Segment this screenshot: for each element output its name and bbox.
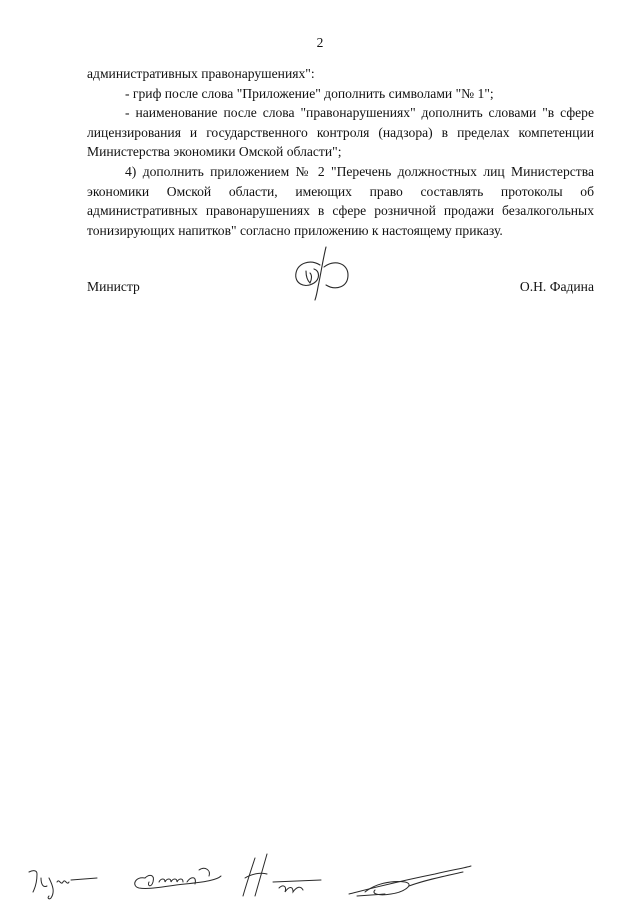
minister-signature bbox=[290, 243, 352, 301]
approval-signature-4 bbox=[345, 860, 475, 900]
paragraph-continuation: административных правонарушениях": bbox=[87, 66, 315, 81]
approval-signature-2 bbox=[125, 856, 225, 896]
paragraph-stamp-amendment: - гриф после слова "Приложение" дополнить символами "№ 1"; bbox=[125, 85, 494, 101]
paragraph-title-amendment: - наименование после слова "правонарушениях" дополнить словами "в сфере лицензирования и государственного контроля (надзора) в пределах компетенции Министерства экономики Омской области"; bbox=[87, 105, 594, 160]
signatory-title: Министр bbox=[87, 279, 140, 294]
approval-signature-3 bbox=[237, 852, 327, 900]
signatory-name: О.Н. Фадина bbox=[519, 279, 594, 294]
paragraph-appendix-addition: 4) дополнить приложением № 2 "Перечень должностных лиц Министерства экономики Омской области, имеющих право составлять протоколы об административных правонарушениях в сфере розничной продажи безалкогольных тонизирующих напитков" согласно приложению к настоящему приказу. bbox=[87, 163, 594, 238]
page-number: 2 bbox=[316, 35, 324, 50]
approval-signatures bbox=[25, 852, 495, 902]
document-body bbox=[87, 64, 594, 240]
approval-signature-1 bbox=[27, 862, 99, 902]
